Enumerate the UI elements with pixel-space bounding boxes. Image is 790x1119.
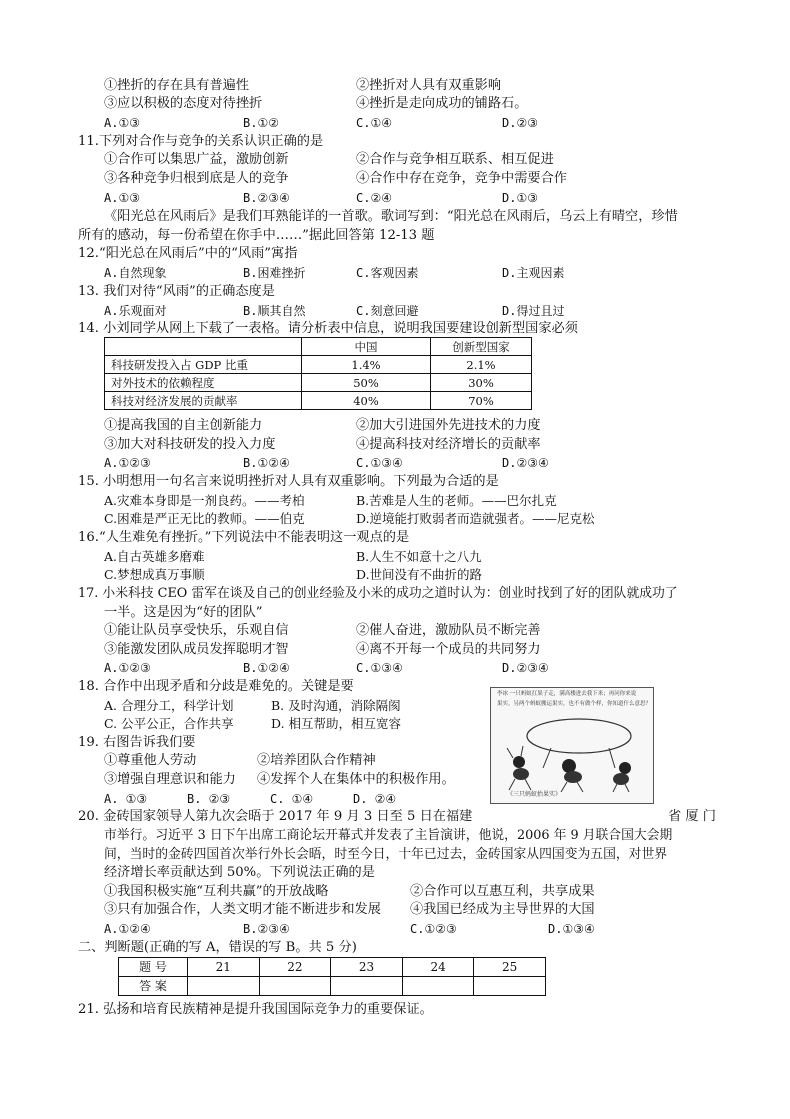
cartoon-text-line-1: 李冰 一只蚂蚁扛果子走，满高楼进去我下米；再问你来说: [497, 691, 637, 697]
table-cell: 40%: [302, 392, 431, 410]
q11-option-4: ④合作中存在竞争，竞争中需要合作: [356, 171, 567, 186]
table-header-cell: 中国: [302, 338, 431, 356]
q19-choice-a: A. ①③: [104, 792, 148, 806]
question-15: 15. 小明想用一句名言来说明挫折对人具有双重影响。下列最为合适的是: [78, 474, 499, 489]
cartoon-caption: 《三只蚂蚁抬果实》: [507, 791, 562, 798]
judge-answer-table: [118, 957, 546, 996]
q15-choice-a: A.灾难本身即是一剂良药。——考柏: [104, 493, 305, 508]
q14-choice-b: B.①②④: [243, 456, 290, 470]
table-cell: 21: [188, 958, 260, 977]
q14-choice-c: C.①③④: [356, 456, 403, 470]
q20-choice-b: B.②③④: [243, 922, 290, 936]
q18-choice-c: C. 公平公正，合作共享: [104, 716, 234, 731]
question-20-line-3: 间，当时的金砖四国首次举行外长会晤，时至今日，十年已过去，金砖国家从四国变为五国，对世界: [104, 847, 668, 862]
table-cell: 22: [259, 958, 331, 977]
q17-choice-c: C.①③④: [356, 661, 403, 675]
q16-choice-b: B.人生不如意十之八九: [356, 549, 482, 564]
q12-choice-b: B.困难挫折: [243, 266, 306, 280]
q19-option-1: ①尊重他人劳动: [104, 753, 197, 768]
q19-choice-b: B. ②③: [187, 792, 231, 806]
answer-cell[interactable]: [188, 977, 260, 996]
table-cell: 科技研发投入占 GDP 比重: [105, 356, 302, 374]
question-20-line-2: 市举行。习近平 3 日下午出席工商论坛开幕式并发表了主旨演讲，他说，2006 年 9 月联合国大会期: [104, 828, 673, 843]
q11-choice-d: D.①③: [502, 191, 538, 205]
question-18: 18. 合作中出现矛盾和分歧是难免的。关键是要: [78, 679, 354, 694]
q19-option-3: ③增强自理意识和能力: [104, 772, 236, 787]
table-cell: 23: [331, 958, 403, 977]
q11-choice-b: B.②③④: [243, 191, 290, 205]
q16-choice-c: C.梦想成真万事顺: [104, 567, 205, 582]
section-2-heading: 二、判断题(正确的写 A，错误的写 B。共 5 分): [78, 940, 357, 955]
table-cell: 1.4%: [302, 356, 431, 374]
table-cell: 70%: [431, 392, 532, 410]
table-header-cell: 答 案: [119, 977, 188, 996]
q19-choice-c: C. ①④: [270, 792, 314, 806]
table-cell: 2.1%: [431, 356, 532, 374]
q20-option-4: ④我国已经成为主导世界的大国: [410, 902, 595, 917]
table-header-row: [105, 338, 532, 356]
question-19: 19. 右图告诉我们要: [78, 735, 196, 750]
q20-choice-a: A.①②④: [104, 922, 151, 936]
table-row: [119, 977, 546, 996]
cartoon-text-line-2: 果实。另两个蚂蚁搬运果实，也不有做个样，你知道什么意思？: [497, 701, 652, 707]
table-header-cell: 创新型国家: [431, 338, 532, 356]
q20-option-3: ③只有加强合作，人类文明才能不断进步和发展: [104, 902, 381, 917]
passage-line-2: 所有的感动，每一份希望在你手中……”据此回答第 12-13 题: [78, 228, 435, 243]
ants-drawing-icon: [491, 688, 653, 803]
q12-choice-c: C.客观因素: [356, 266, 419, 280]
q13-choice-d: D.得过且过: [502, 304, 565, 318]
question-20-line-4: 经济增长率贡献达到 50%。下列说法正确的是: [104, 865, 375, 880]
q14-option-2: ②加大引进国外先进技术的力度: [356, 418, 541, 433]
q20-option-2: ②合作可以互惠互利，共享成果: [410, 884, 595, 899]
q18-choice-a: A. 合理分工，科学计划: [104, 698, 234, 713]
table-cell: 对外技术的依赖程度: [105, 374, 302, 392]
q10-option-4: ④挫折是走向成功的铺路石。: [356, 96, 528, 111]
answer-cell[interactable]: [259, 977, 331, 996]
table-cell: 50%: [302, 374, 431, 392]
q17-option-2: ②催人奋进，激励队员不断完善: [356, 623, 541, 638]
q19-option-2: ②培养团队合作精神: [257, 753, 376, 768]
q20-choice-d: D.①③④: [548, 922, 595, 936]
q15-choice-d: D.逆境能打败弱者而造就强者。——尼克松: [356, 511, 595, 526]
q14-option-3: ③加大对科技研发的投入力度: [104, 437, 276, 452]
table-row: [105, 356, 532, 374]
q17-choice-d: D.②③④: [502, 661, 549, 675]
question-17: 17. 小米科技 CEO 雷军在谈及自己的创业经验及小米的成功之道时认为：创业时找到了好的团队就成功了: [78, 586, 678, 601]
q14-data-table: [104, 337, 532, 410]
q15-choice-c: C.困难是严正无比的教师。——伯克: [104, 511, 305, 526]
table-row: [105, 392, 532, 410]
table-row: [105, 374, 532, 392]
q18-choice-b: B. 及时沟通，消除隔阂: [271, 698, 401, 713]
q10-option-3: ③应以积极的态度对待挫折: [104, 96, 263, 111]
table-row: [119, 958, 546, 977]
q11-option-1: ①合作可以集思广益，激励创新: [104, 152, 289, 167]
q17-option-1: ①能让队员享受快乐，乐观自信: [104, 623, 289, 638]
q18-choice-d: D. 相互帮助，相互宽容: [271, 716, 402, 731]
q10-choice-b: B.①②: [243, 116, 279, 130]
q10-choice-c: C.①④: [356, 116, 392, 130]
table-header-cell: [105, 338, 302, 356]
answer-cell[interactable]: [402, 977, 474, 996]
q20-option-1: ①我国积极实施“互利共赢”的开放战略: [104, 884, 329, 899]
q17-option-4: ④离不开每一个成员的共同努力: [356, 642, 541, 657]
q10-option-2: ②挫折对人具有双重影响: [356, 78, 502, 93]
ant-cartoon-image: [490, 687, 654, 804]
table-header-cell: 题 号: [119, 958, 188, 977]
q16-choice-a: A.自古英雄多磨难: [104, 549, 205, 564]
table-cell: 24: [402, 958, 474, 977]
q13-choice-b: B.顺其自然: [243, 304, 306, 318]
q17-choice-b: B.①②④: [243, 661, 290, 675]
q16-choice-d: D.世间没有不曲折的路: [356, 567, 483, 582]
question-11: 11.下列对合作与竞争的关系认识正确的是: [78, 134, 324, 149]
q10-choice-a: A.①③: [104, 116, 140, 130]
answer-cell[interactable]: [474, 977, 546, 996]
q11-option-3: ③各种竞争归根到底是人的竞争: [104, 171, 289, 186]
q20-choice-c: C.①②③: [410, 922, 457, 936]
q12-choice-d: D.主观因素: [502, 266, 565, 280]
question-21: 21. 弘扬和培育民族精神是提升我国国际竞争力的重要保证。: [78, 1002, 433, 1017]
question-14: 14. 小刘同学从网上下载了一表格。请分析表中信息，说明我国要建设创新型国家必须: [78, 321, 578, 336]
question-13: 13. 我们对待“风雨”的正确态度是: [78, 284, 275, 299]
table-cell: 科技对经济发展的贡献率: [105, 392, 302, 410]
q14-option-4: ④提高科技对经济增长的贡献率: [356, 437, 541, 452]
q19-option-4: ④发挥个人在集体中的积极作用。: [257, 772, 455, 787]
q15-choice-b: B.苦难是人生的老师。——巴尔扎克: [356, 493, 557, 508]
table-cell: 25: [474, 958, 546, 977]
q10-option-1: ①挫折的存在具有普遍性: [104, 78, 250, 93]
q11-choice-a: A.①③: [104, 191, 140, 205]
question-12: 12.“阳光总在风雨后”中的“风雨”寓指: [78, 246, 298, 261]
question-17-cont: 一半。这是因为“好的团队”: [104, 605, 263, 620]
q19-choice-d: D. ②④: [353, 792, 397, 806]
question-20-location: 省 厦 门: [668, 809, 716, 824]
q14-option-1: ①提高我国的自主创新能力: [104, 418, 263, 433]
q17-option-3: ③能激发团队成员发挥聪明才智: [104, 642, 289, 657]
q11-option-2: ②合作与竞争相互联系、相互促进: [356, 152, 554, 167]
table-cell: 30%: [431, 374, 532, 392]
question-20: 20. 金砖国家领导人第九次会晤于 2017 年 9 月 3 日至 5 日在福建: [78, 809, 473, 824]
question-16: 16.“人生难免有挫折。”下列说法中不能表明这一观点的是: [78, 530, 410, 545]
q13-choice-a: A.乐观面对: [104, 304, 167, 318]
q10-choice-d: D.②③: [502, 116, 538, 130]
answer-cell[interactable]: [331, 977, 403, 996]
q17-choice-a: A.①②③: [104, 661, 151, 675]
q11-choice-c: C.②④: [356, 191, 392, 205]
q14-choice-a: A.①②③: [104, 456, 151, 470]
q14-choice-d: D.②③④: [502, 456, 549, 470]
q12-choice-a: A.自然现象: [104, 266, 167, 280]
passage-line-1: 《阳光总在风雨后》是我们耳熟能详的一首歌。歌词写到：“阳光总在风雨后，乌云上有晴空，珍惜: [104, 209, 678, 224]
q13-choice-c: C.刻意回避: [356, 304, 419, 318]
